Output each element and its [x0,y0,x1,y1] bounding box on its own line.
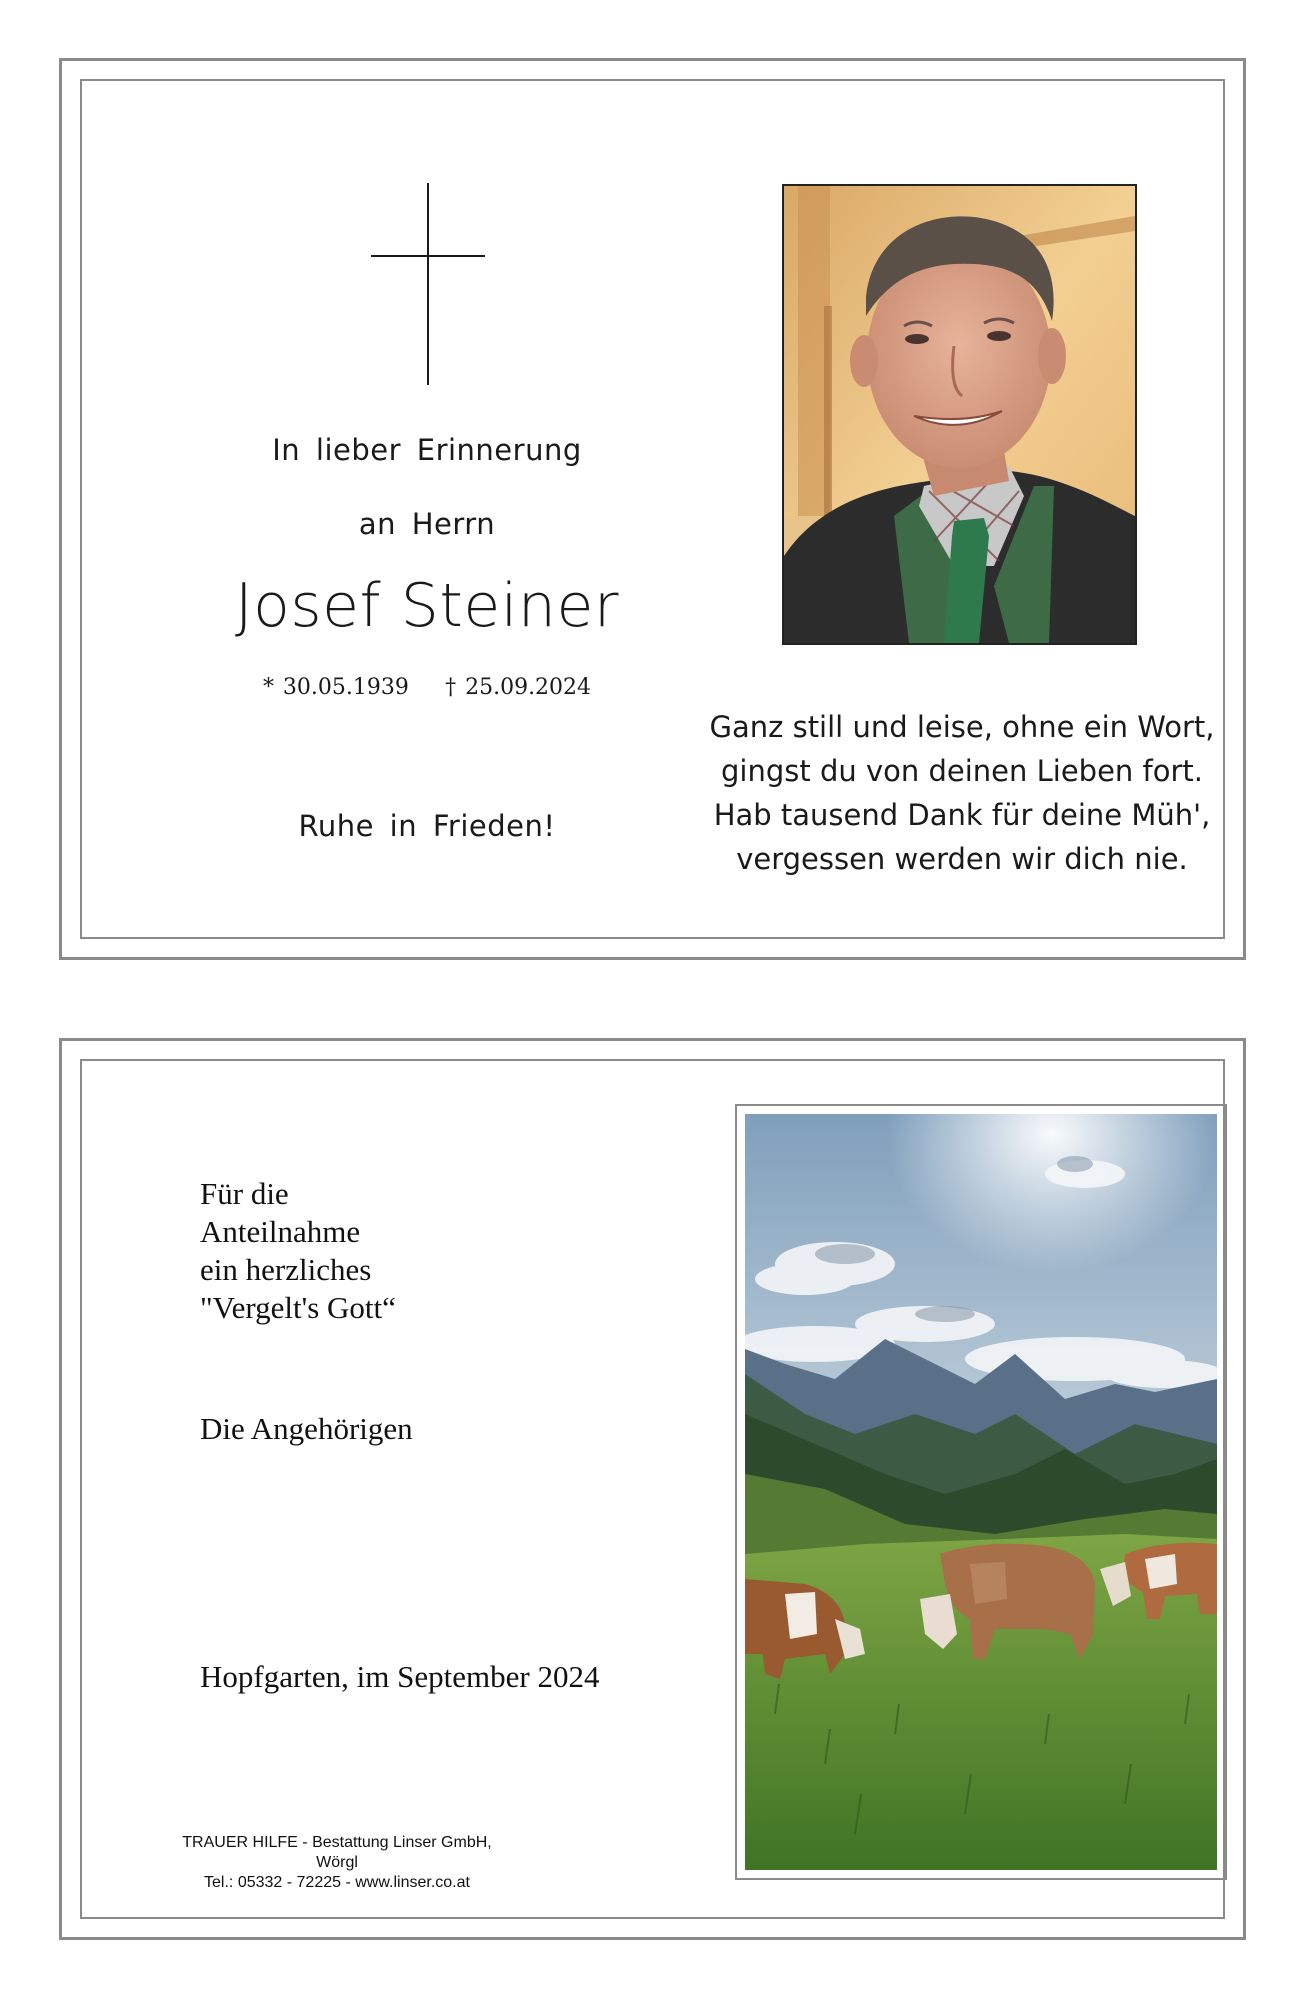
thanks-line: ein herzliches [200,1252,372,1287]
deceased-name: Josef Steiner [234,571,620,641]
funeral-home-footer [172,1833,502,1893]
back-card-border [80,1059,1225,1919]
memory-line: In lieber Erinnerung [272,433,582,467]
landscape-photo [745,1114,1217,1870]
place-date: Hopfgarten, im September 2024 [200,1659,600,1694]
death-date: † 25.09.2024 [445,675,592,700]
front-card-border [80,79,1225,939]
relatives: Die Angehörigen [200,1411,413,1446]
life-dates [202,675,652,700]
front-card [59,58,1246,960]
back-card [59,1038,1246,1940]
salutation: an Herrn [358,507,496,541]
verse-line: Ganz still und leise, ohne ein Wort, [709,710,1215,744]
cross-icon [371,183,485,385]
verse-line: Hab tausend Dank für deine Müh', [713,798,1211,832]
birth-date: * 30.05.1939 [262,675,409,700]
portrait-photo [782,184,1137,645]
verse-line: vergessen werden wir dich nie. [736,842,1188,876]
verse [702,705,1222,881]
footer-line: Tel.: 05332 - 72225 - www.linser.co.at [204,1874,470,1891]
rest-in-peace: Ruhe in Frieden! [298,809,556,843]
thanks-line: Für die [200,1176,289,1211]
landscape-photo-frame [735,1104,1227,1880]
thanks-text [200,1175,396,1327]
thanks-line: Anteilnahme [200,1214,361,1249]
footer-line: TRAUER HILFE - Bestattung Linser GmbH, Wörgl [182,1834,492,1871]
thanks-line: "Vergelt's Gott“ [200,1290,396,1325]
verse-line: gingst du von deinen Lieben fort. [721,754,1203,788]
